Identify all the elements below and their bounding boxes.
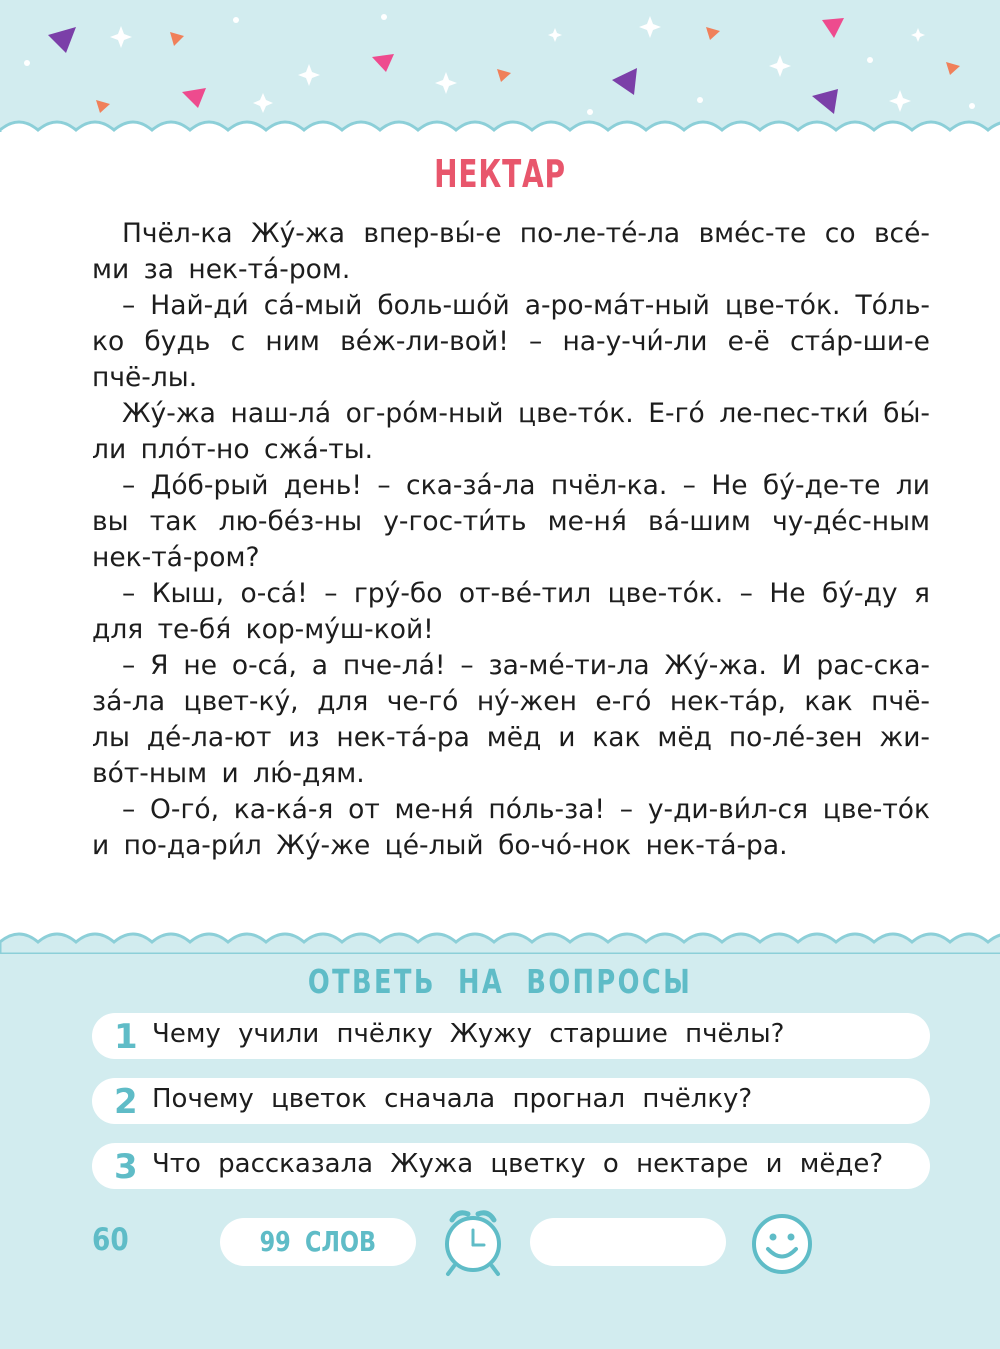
question-item [92,1078,930,1124]
word-count-badge [220,1218,416,1266]
question-item [92,1013,930,1059]
story-paragraph: – Кыш, о-са́! – гру́-бо от-ве́-тил цве-то́к. – Не бу́-ду я для те-бя́ кор-му́ш-кой! [92,578,930,645]
story-paragraph: Пчёл-ка Жу́-жа впер-вы́-е по-ле-те́-ла вме́с-те со все́-ми за нек-та́-ром. [92,218,930,285]
story-paragraph: – Най-ди́ са́-мый боль-шо́й а-ро-ма́т-ный цве-то́к. То́ль-ко будь с ним ве́ж-ли-вой! – на-у-чи́-ли е-ё ста́р-ши-е пчё-лы. [92,290,930,393]
story-paragraph: – До́б-рый день! – ска-за́-ла пчёл-ка. – Не бу́-де-те ли вы так лю-бе́з-ны у-гос-ти́ть ме-ня́ ва́-шим чу-де́с-ным нек-та́-ром? [92,470,930,573]
story-text [92,216,930,864]
purple-triangle-icon [812,89,838,114]
pink-triangle-icon [822,18,844,38]
purple-triangle-icon [48,27,76,53]
purple-triangle-icon [612,68,637,95]
pink-triangle-icon [182,88,206,108]
page-number: 60 [92,1222,129,1258]
reading-time-field[interactable] [530,1218,726,1266]
questions-heading: ОТВЕТЬ НА ВОПРОСЫ [307,962,693,1001]
questions-scallop-edge [0,926,1000,954]
alarm-clock-icon [440,1206,506,1278]
question-number: 2 [114,1082,138,1122]
question-number: 1 [114,1017,138,1057]
orange-triangle-icon [96,100,110,113]
story-paragraph: – Я не о-са́, а пче-ла́! – за-ме́-ти-ла Жу́-жа. И рас-ска-за́-ла цвет-ку́, для че-го́ ну́-жен е-го́ нек-та́р, как пчё-лы де́-ла-ют из нек-та́-ра мёд и как мёд по-ле́-зен жи-во́т-ным и лю́-дям. [92,650,930,789]
question-text: Что рассказала Жужа цветку о нектаре и мёде? [152,1149,884,1179]
header-scallop-edge [0,116,1000,144]
orange-triangle-icon [497,69,511,82]
pink-triangle-icon [372,54,394,72]
question-text: Чему учили пчёлку Жужу старшие пчёлы? [152,1019,785,1049]
story-title: НЕКТАР [434,152,566,196]
story-paragraph: Жу́-жа наш-ла́ ог-ро́м-ный цве-то́к. Е-го́ ле-пес-тки́ бы́-ли пло́т-но сжа́-ты. [92,398,930,465]
question-item [92,1143,930,1189]
orange-triangle-icon [946,62,960,75]
word-count-label: 99 СЛОВ [259,1225,377,1258]
question-number: 3 [114,1147,138,1187]
orange-triangle-icon [706,27,720,40]
smiley-face-icon [750,1212,814,1276]
orange-triangle-icon [170,32,184,46]
question-text: Почему цветок сначала прогнал пчёлку? [152,1084,753,1114]
story-paragraph: – О-го́, ка-ка́-я от ме-ня́ по́ль-за! – у-ди-ви́л-ся цве-то́к и по-да-ри́л Жу́-же це́-лый бо-чо́-нок нек-та́-ра. [92,794,930,861]
